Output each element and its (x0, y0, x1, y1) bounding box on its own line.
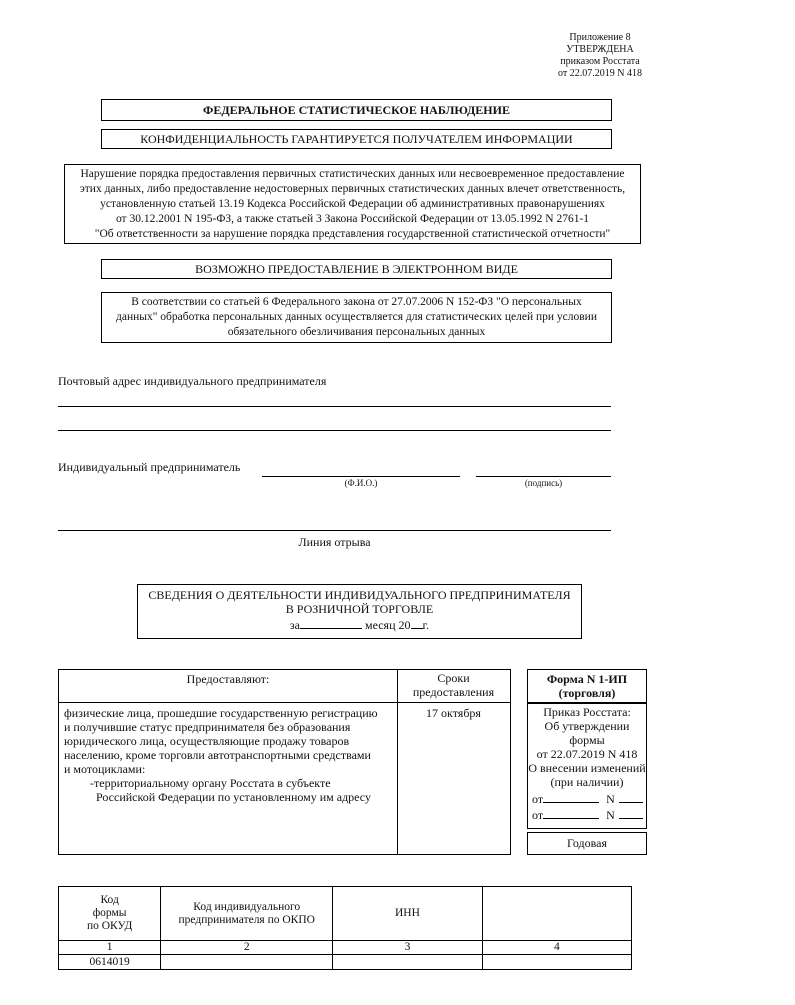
entrepreneur-label: Индивидуальный предприниматель (58, 460, 241, 474)
period-year-blank[interactable] (411, 616, 423, 629)
violation-line: "Об ответственности за нарушение порядка представления государственной статистической отчетности" (94, 228, 611, 240)
amendment-number-2[interactable] (619, 806, 643, 819)
submitters-description (64, 706, 394, 804)
deadline-header (397, 671, 510, 699)
signature-line[interactable] (476, 476, 611, 477)
codes-value-row (59, 955, 632, 970)
form-number: Форма N 1-ИП (546, 672, 628, 686)
submitters-line: физические лица, прошедшие государственную регистрацию (64, 706, 378, 720)
amendment-date-2[interactable] (543, 806, 599, 819)
amendment-from-label: от (532, 792, 544, 806)
violation-line: установленную статьей 13.19 Кодекса Российской Федерации об административных правонарушениях (100, 198, 605, 210)
okpo-header (161, 887, 333, 941)
submitters-line: юридического лица, осуществляющие продажу товаров (64, 734, 350, 748)
violation-line: Нарушение порядка предоставления первичных статистических данных или несвоевременное предоставление (80, 168, 625, 180)
report-title-box (137, 584, 582, 639)
postal-address-line-2[interactable] (58, 430, 611, 431)
period-year-suffix: г. (422, 618, 430, 632)
codes-table (58, 886, 632, 970)
order-label: приказом Росстата (560, 56, 640, 67)
form-order-line: Приказ Росстата: (543, 705, 631, 719)
report-period (138, 616, 581, 632)
submission-header-divider (59, 702, 510, 703)
form-order-box (527, 703, 647, 829)
approval-block (540, 32, 660, 80)
codes-header-row (59, 887, 632, 941)
periodicity-box (527, 832, 647, 855)
deadline-header-line-1: Сроки (437, 671, 470, 685)
form-order-line: от 22.07.2019 N 418 (536, 747, 638, 761)
report-title-line-1: СВЕДЕНИЯ О ДЕЯТЕЛЬНОСТИ ИНДИВИДУАЛЬНОГО ПРЕДПРИНИМАТЕЛЯ (148, 588, 571, 602)
okud-header-line: формы (92, 907, 127, 919)
violation-line: от 30.12.2001 N 195-ФЗ, а также статьей 3 Закона Российской Федерации от 13.05.1992 N 2761-1 (115, 213, 590, 225)
electronic-banner (101, 259, 612, 279)
form-title-box (527, 669, 647, 703)
amendment-from-label: от (532, 808, 544, 822)
submitters-line: и получившие статус предпринимателя без образования (64, 720, 351, 734)
amendment-row-1 (528, 790, 646, 806)
order-date-label: от 22.07.2019 N 418 (558, 68, 642, 79)
submitters-indent-line: -территориальному органу Росстата в субъекте (90, 776, 331, 790)
submitters-header: Предоставляют: (186, 672, 270, 686)
amendment-date-1[interactable] (543, 790, 599, 803)
column-number: 1 (59, 941, 161, 955)
okpo-header-line: предпринимателя по ОКПО (178, 913, 315, 926)
okud-header (59, 887, 161, 941)
column-number: 4 (482, 941, 631, 955)
amendment-row-2 (528, 806, 646, 822)
period-for-label: за (289, 618, 300, 632)
extra-code-value[interactable] (482, 955, 631, 970)
column-number: 3 (333, 941, 482, 955)
confidential-banner (101, 129, 612, 149)
deadline-value: 17 октября (426, 706, 481, 720)
submitters-line: и мотоциклами: (64, 762, 146, 776)
federal-banner-text: ФЕДЕРАЛЬНОЕ СТАТИСТИЧЕСКОЕ НАБЛЮДЕНИЕ (203, 103, 510, 117)
fio-caption: (Ф.И.О.) (344, 478, 378, 488)
personal-data-notice (101, 292, 612, 343)
violation-line: этих данных, либо предоставление недостоверных первичных статистических данных влечет ответственность, (79, 183, 626, 195)
okpo-code-value[interactable] (161, 955, 333, 970)
period-month-blank[interactable] (300, 616, 362, 629)
blank-header (482, 887, 631, 941)
inn-header (333, 887, 482, 941)
postal-address-label: Почтовый адрес индивидуального предпринимателя (58, 374, 327, 388)
inn-header-line: ИНН (395, 907, 420, 919)
okud-header-line: Код (100, 894, 119, 906)
codes-number-row (59, 941, 632, 955)
okud-header-line: по ОКУД (86, 920, 133, 932)
signature-caption: (подпись) (524, 478, 563, 488)
periodicity-value: Годовая (567, 836, 607, 850)
federal-banner (101, 99, 612, 121)
column-number: 2 (161, 941, 333, 955)
appendix-label: Приложение 8 (569, 32, 631, 43)
amendment-number-1[interactable] (619, 790, 643, 803)
report-title-line-2: В РОЗНИЧНОЙ ТОРГОВЛЕ (285, 602, 434, 616)
submitters-indent-line: Российской Федерации по установленному им адресу (96, 790, 371, 804)
personal-data-line: В соответствии со статьей 6 Федерального закона от 27.07.2006 N 152-ФЗ "О персональных (131, 296, 582, 308)
tear-line (58, 530, 611, 531)
form-order-line: (при наличии) (550, 775, 624, 789)
postal-address-line-1[interactable] (58, 406, 611, 407)
form-type: (торговля) (558, 686, 616, 700)
approved-label: УТВЕРЖДЕНА (566, 44, 634, 55)
personal-data-line: данных" обработка персональных данных осуществляется для статистических целей при условии (115, 311, 597, 323)
amendment-number-label: N (606, 792, 615, 806)
personal-data-line: обязательного обезличивания персональных данных (227, 326, 486, 338)
fio-line[interactable] (262, 476, 460, 477)
confidential-banner-text: КОНФИДЕНЦИАЛЬНОСТЬ ГАРАНТИРУЕТСЯ ПОЛУЧАТЕЛЕМ ИНФОРМАЦИИ (140, 132, 573, 146)
amendment-number-label: N (606, 808, 615, 822)
form-order-line: Об утверждении (544, 719, 630, 733)
electronic-banner-text: ВОЗМОЖНО ПРЕДОСТАВЛЕНИЕ В ЭЛЕКТРОННОМ ВИДЕ (195, 262, 518, 276)
deadline-header-line-2: предоставления (412, 685, 495, 699)
submission-table (58, 669, 511, 855)
form-order-line: О внесении изменений (528, 761, 646, 775)
tear-line-label: Линия отрыва (298, 535, 371, 549)
okud-code-value[interactable]: 0614019 (59, 955, 161, 970)
form-order-line: формы (569, 733, 605, 747)
okpo-header-line: Код индивидуального (193, 900, 301, 913)
submitters-line: населению, кроме торговли автотранспортными средствами (64, 748, 371, 762)
inn-value[interactable] (333, 955, 482, 970)
period-month-label: месяц 20 (365, 618, 411, 632)
violation-notice (64, 164, 641, 244)
